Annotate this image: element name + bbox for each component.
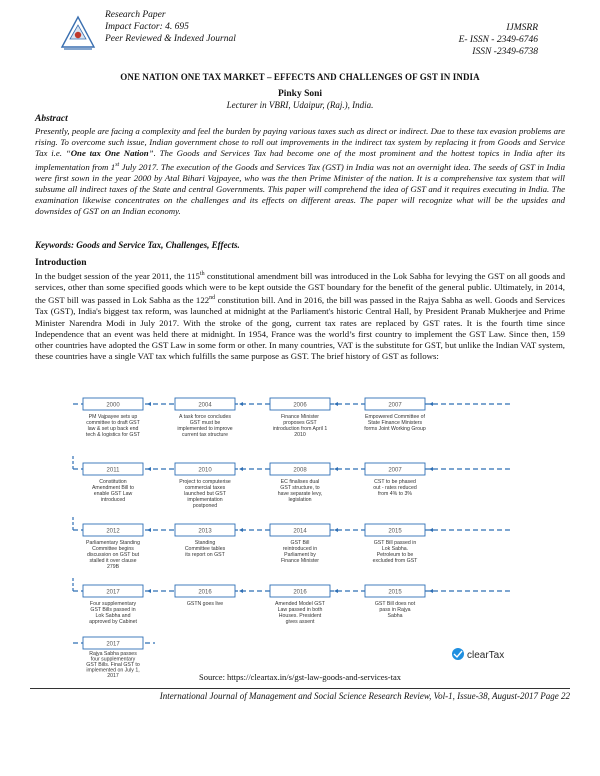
- timeline-event-text: Amendment Bill to: [91, 485, 135, 491]
- header-left: [105, 9, 236, 45]
- timeline-event-text: CST to be phased: [374, 479, 416, 485]
- timeline-event-text: gives assent: [285, 619, 315, 625]
- abstract-heading: Abstract: [35, 114, 68, 124]
- timeline-year-label: 2016: [198, 589, 212, 596]
- timeline-year-label: 2006: [293, 402, 307, 409]
- timeline-event-text: implementation: [187, 497, 223, 503]
- timeline-event-text: Sabha: [387, 613, 403, 619]
- timeline-event-text: Committee begins: [92, 546, 134, 552]
- timeline-year-label: 2010: [198, 467, 212, 474]
- intro-part-3: constitution bill. And in 2016, the bill was passed in the Rajya Sabha as well. Goods and Services Tax (GST), India's biggest tax reform, was launched at midnight at the Parliament's historic Central Hall, by President Pranab Mukherjee and Prime Minister Narendra Modi in July 2017. With the stroke of the gong, current tax rates are replaced by GST rates. It is the fourth time since Independence that an event was held there at midnight. In 1954, France was the world’s first country to implement the GST Law. Since then, 159 other countries have adopted the GST Law in some form or other. In many countries, VAT is the substitute for GST, but unlike the Indian VAT system, these countries have a single VAT tax which fulfills the same purpose as GST. The brief history of GST as follows:: [35, 295, 565, 362]
- timeline-event-text: GST Bill does not: [374, 601, 416, 607]
- figure-source: Source: https://cleartax.in/s/gst-law-goods-and-services-tax: [198, 672, 402, 682]
- timeline-year-label: 2007: [388, 467, 402, 474]
- timeline-event-text: enable GST Law: [93, 491, 133, 497]
- timeline-arrow-icon: [147, 467, 151, 471]
- cleartax-brand-text: clearTax: [467, 650, 505, 661]
- timeline-arrow-icon: [334, 528, 338, 532]
- timeline-event-text: GSTN goes live: [186, 601, 224, 607]
- timeline-arrow-icon: [429, 402, 433, 406]
- timeline-arrow-icon: [147, 402, 151, 406]
- timeline-year-label: 2014: [293, 528, 307, 535]
- intro-superscript-2: nd: [209, 295, 216, 302]
- page-footer: International Journal of Management and Social Science Research Review, Vol-1, Issue-38, August-2017 Page 22: [159, 691, 570, 701]
- timeline-event-text: postponed: [192, 503, 218, 509]
- timeline-arrow-icon: [147, 589, 151, 593]
- introduction-text: [35, 269, 565, 362]
- timeline-arrow-icon: [239, 467, 243, 471]
- author-name: Pinky Soni: [277, 89, 323, 99]
- keywords: Keywords: Goods and Service Tax, Challenges, Effects.: [35, 240, 240, 250]
- timeline-arrow-icon: [429, 467, 433, 471]
- timeline-year-label: 2000: [106, 402, 120, 409]
- timeline-event-text: law & set up back end: [87, 426, 139, 432]
- timeline-event-text: GST must be: [189, 420, 221, 426]
- timeline-event-text: State Finance Ministers: [367, 420, 423, 426]
- abstract-part-2: ”. The Goods and Services Tax had become one of the most prominent and the hottest topics in India after its implementation from 1: [35, 148, 565, 172]
- timeline-year-label: 2011: [106, 467, 120, 474]
- header-paper-type: Research Paper: [105, 10, 166, 20]
- timeline-event-text: out - rates reduced: [373, 485, 417, 491]
- timeline-year-label: 2008: [293, 467, 307, 474]
- timeline-arrow-icon: [429, 589, 433, 593]
- timeline-event-text: GST Bill passed in: [373, 540, 417, 546]
- timeline-event-text: tech & logistics for GST: [85, 432, 141, 438]
- introduction-heading: Introduction: [35, 258, 87, 268]
- header-issn: ISSN -2349-6738: [472, 47, 538, 57]
- timeline-year-label: 2012: [106, 528, 120, 535]
- timeline-event-text: Lok Sabha.: [381, 546, 409, 552]
- timeline-event-text: implemented to improve: [177, 426, 233, 432]
- timeline-event-text: Standing: [194, 540, 216, 546]
- timeline-event-text: four supplementary: [90, 656, 136, 663]
- timeline-event-text: GST structure, to: [280, 485, 320, 491]
- timeline-event-text: Law passed in both: [277, 607, 323, 613]
- paper-title: ONE NATION ONE TAX MARKET – EFFECTS AND CHALLENGES OF GST IN INDIA: [120, 72, 480, 82]
- timeline-year-label: 2013: [198, 528, 212, 535]
- timeline-arrow-icon: [239, 589, 243, 593]
- timeline-event-text: Petroleum to be: [376, 552, 414, 558]
- timeline-year-label: 2016: [293, 589, 307, 596]
- timeline-event-text: Four supplementary: [89, 601, 137, 607]
- timeline-year-label: 2015: [388, 589, 402, 596]
- intro-part-1: In the budget session of the year 2011, the 115: [35, 270, 200, 281]
- timeline-event-text: PM Vajpayee sets up: [88, 414, 138, 420]
- timeline-year-label: 2015: [388, 528, 402, 535]
- timeline-event-text: Lok Sabha and: [95, 613, 131, 619]
- header-impact-factor: Impact Factor: 4. 695: [105, 22, 189, 32]
- timeline-arrow-icon: [239, 402, 243, 406]
- timeline-event-text: GST Bill: [290, 540, 310, 546]
- timeline-event-text: Committee tables: [184, 546, 226, 552]
- header-journal-code: IJMSRR: [506, 23, 538, 33]
- timeline-event-text: stalled it over clause: [89, 558, 137, 564]
- timeline-event-text: legislation: [288, 497, 312, 503]
- timeline-event-text: proposes GST: [283, 420, 317, 426]
- header-eissn: E- ISSN - 2349-6746: [458, 35, 538, 45]
- author-affiliation: Lecturer in VBRI, Udaipur, (Raj.), India.: [226, 100, 374, 110]
- timeline-event-text: have separate levy,: [277, 491, 323, 497]
- timeline-event-text: launched but GST: [184, 491, 226, 497]
- timeline-event-text: 2010: [294, 432, 306, 438]
- timeline-event-text: GST Bills. Final GST to: [86, 662, 140, 668]
- timeline-year-label: 2004: [198, 402, 212, 409]
- timeline-event-text: Finance Minister: [280, 414, 320, 420]
- timeline-event-text: committee to draft GST: [86, 420, 140, 426]
- timeline-arrow-icon: [334, 402, 338, 406]
- timeline-event-text: Amended Model GST: [275, 601, 325, 607]
- timeline-event-text: Project to computerise: [179, 479, 231, 485]
- timeline-event-text: introduced: [100, 497, 126, 503]
- timeline-event-text: GST Bills passed in: [90, 607, 136, 613]
- timeline-event-text: 279B: [106, 564, 120, 570]
- timeline-event-text: Rajya Sabha passes: [89, 651, 137, 657]
- timeline-event-text: excluded from GST: [372, 558, 418, 564]
- timeline-event-text: Finance Minister: [280, 558, 320, 564]
- timeline-arrow-icon: [429, 528, 433, 532]
- timeline-year-label: 2007: [388, 402, 402, 409]
- timeline-event-text: current tax structure: [181, 432, 229, 438]
- timeline-arrow-icon: [147, 528, 151, 532]
- abstract-bold-phrase: One tax One Nation: [70, 148, 149, 159]
- timeline-event-text: Parliamentary Standing: [86, 540, 140, 546]
- timeline-event-text: Houses. President: [278, 613, 322, 619]
- header-peer-reviewed: Peer Reviewed & Indexed Journal: [105, 34, 236, 44]
- timeline-event-text: Empowered Committee of: [365, 414, 425, 420]
- timeline-arrow-icon: [334, 467, 338, 471]
- timeline-event-text: discussion on GST but: [86, 552, 140, 558]
- timeline-event-text: approved by Cabinet: [89, 619, 137, 625]
- timeline-event-text: commercial taxes: [184, 485, 226, 491]
- timeline-event-text: EC finalises dual: [280, 479, 320, 485]
- timeline-event-text: Constitution: [99, 479, 127, 485]
- timeline-event-text: 2017: [107, 673, 119, 679]
- timeline-year-label: 2017: [106, 589, 120, 596]
- timeline-year-label: 2017: [106, 641, 120, 648]
- timeline-event-text: implemented on July 1,: [86, 667, 140, 674]
- timeline-event-text: introduction from April 1: [272, 426, 328, 432]
- abstract-superscript: st: [115, 161, 120, 168]
- timeline-event-text: reintroduced in: [282, 546, 318, 552]
- footer-divider: [30, 688, 570, 689]
- abstract-part-1: Presently, people are facing a complexity and feel the burden by paying various taxes such as direct or indirect. Due to these tax evasion problems are rising. To overcome such issue, Indian government chose to roll out improvements in the indirect tax system by replacing it from Goods and Service Tax i.e. “: [35, 126, 565, 159]
- journal-logo-icon: [58, 13, 98, 53]
- timeline-event-text: A task force concludes: [179, 414, 231, 420]
- timeline-event-text: pass in Rajya: [379, 607, 411, 613]
- timeline-arrow-icon: [334, 589, 338, 593]
- intro-superscript-1: th: [199, 271, 205, 277]
- cleartax-logo-icon: [452, 648, 464, 660]
- abstract-part-3: July 2017. The execution of the Goods and Services Tax (GST) in India was not an overnight idea. The seeds of GST in India were first sown in the year 2000 by Atal Bihari Vajpayee, who was the then Prime Minister of the nation. It is a comprehensive tax system that will subsume all indirect taxes of the State and central Governments. This paper will comprehend the idea of GST and it requires executing in India. The examination likewise concentrates on the challenges and its effects on different areas. The paper will recognize what will be the upsides and downsides of GST on an Indian economy.: [35, 161, 565, 217]
- timeline-arrow-icon: [239, 528, 243, 532]
- timeline-event-text: Parliament by: [284, 552, 316, 558]
- timeline-event-text: from 4% to 3%: [377, 491, 413, 497]
- timeline-event-text: forms Joint Working Group: [364, 426, 426, 432]
- intro-part-2: constitutional amendment bill was introduced in the Lok Sabha for levying the GST on all goods and services, other than some specified goods which were to be kept outside the GST boundary for the benefit of the general public. Ultimately, in 2014, the GST bill was passed in Lok Sabha as the 122: [35, 270, 565, 306]
- header-right: [459, 22, 538, 58]
- abstract-text: [35, 126, 565, 218]
- timeline-event-text: its report on GST: [185, 552, 225, 558]
